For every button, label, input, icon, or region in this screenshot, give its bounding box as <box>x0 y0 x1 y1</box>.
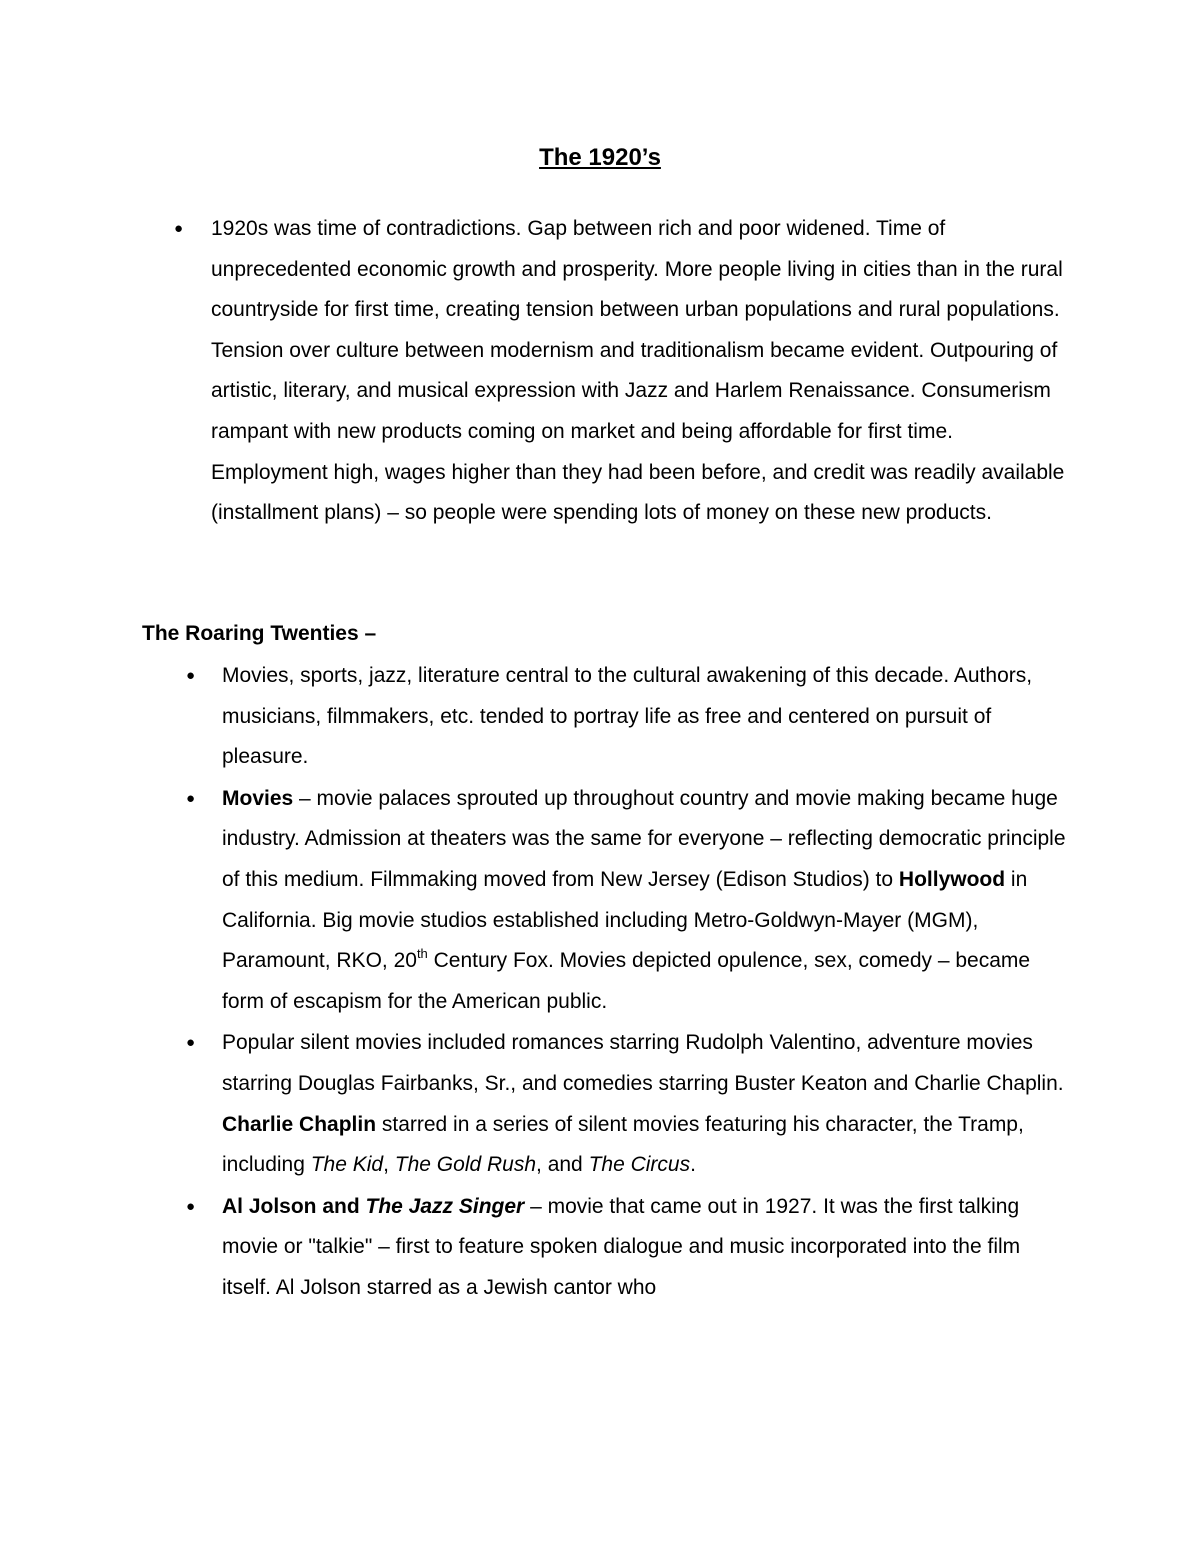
roaring-twenties-list <box>186 656 1067 1310</box>
list-item-culture <box>186 656 1067 778</box>
document-title: The 1920’s <box>539 144 661 171</box>
bullet-icon: ● <box>186 667 196 684</box>
bullet-icon: ● <box>174 220 184 237</box>
separator: , <box>383 1153 395 1177</box>
list-item-silent-movies <box>186 1023 1067 1185</box>
culture-text: Movies, sports, jazz, literature central to the cultural awakening of this decade. Authors, musicians, filmmakers, etc. tended to portray life as free and centered on pursuit of pleasure. <box>222 664 1033 769</box>
bullet-icon: ● <box>186 789 196 807</box>
silent-text-1: Popular silent movies included romances starring Rudolph Valentino, adventure movies starring Douglas Fairbanks, Sr., and comedies starring Buster Keaton and Charlie Chaplin. <box>222 1031 1064 1095</box>
movies-text-1: – movie palaces sprouted up throughout country and movie making became huge industry. Admission at theaters was the same for everyone – reflecting democratic principle of this medium. Filmmaking moved from New Jersey (Edison Studios) to <box>222 786 1066 891</box>
jolson-text: – movie that came out in 1927. It was the first talking movie or "talkie" – first to feature spoken dialogue and music incorporated into the film itself. Al Jolson starred as a Jewish cantor who <box>222 1194 1021 1299</box>
hollywood-term: Hollywood <box>898 867 1006 891</box>
bullet-icon: ● <box>186 1197 196 1215</box>
movies-term: Movies <box>222 786 294 810</box>
jazz-singer-title: The Jazz Singer <box>365 1194 525 1218</box>
movies-text-3: Century Fox. Movies depicted opulence, sex, comedy – became form of escapism for the American public. <box>222 949 1031 1013</box>
list-item-jolson <box>186 1187 1067 1309</box>
separator: , and <box>536 1153 589 1177</box>
film-title-kid: The Kid <box>310 1153 384 1177</box>
sentence-end: . <box>690 1153 696 1177</box>
film-title-circus: The Circus <box>588 1153 691 1177</box>
film-title-gold-rush: The Gold Rush <box>394 1153 537 1177</box>
chaplin-term: Charlie Chaplin <box>222 1112 377 1136</box>
bullet-icon: ● <box>186 1034 196 1052</box>
movies-text-2: in California. Big movie studios established including Metro-Goldwyn-Mayer (MGM), Paramount, RKO, 20 <box>222 867 1028 973</box>
list-item-movies <box>186 779 1067 1023</box>
jolson-term <box>222 1195 524 1218</box>
intro-text: 1920s was time of contradictions. Gap between rich and poor widened. Time of unprecedented economic growth and prosperity. More people living in cities than in the rural countryside for first time, creating tension between urban populations and rural populations. Tension over culture between modernism and traditionalism became evident. Outpouring of artistic, literary, and musical expression with Jazz and Harlem Renaissance. Consumerism rampant with new products coming on market and being affordable for first time. Employment high, wages higher than they had been before, and credit was readily available (installment plans) – so people were spending lots of money on these new products. <box>211 217 1065 525</box>
jolson-term-1: Al Jolson and <box>222 1194 366 1218</box>
section-heading: The Roaring Twenties – <box>142 622 377 645</box>
intro-item <box>174 209 1071 534</box>
silent-text-2: starred in a series of silent movies featuring his character, the Tramp, including <box>222 1112 1024 1177</box>
intro-list <box>174 209 1071 534</box>
ordinal-suffix: th <box>416 946 428 962</box>
